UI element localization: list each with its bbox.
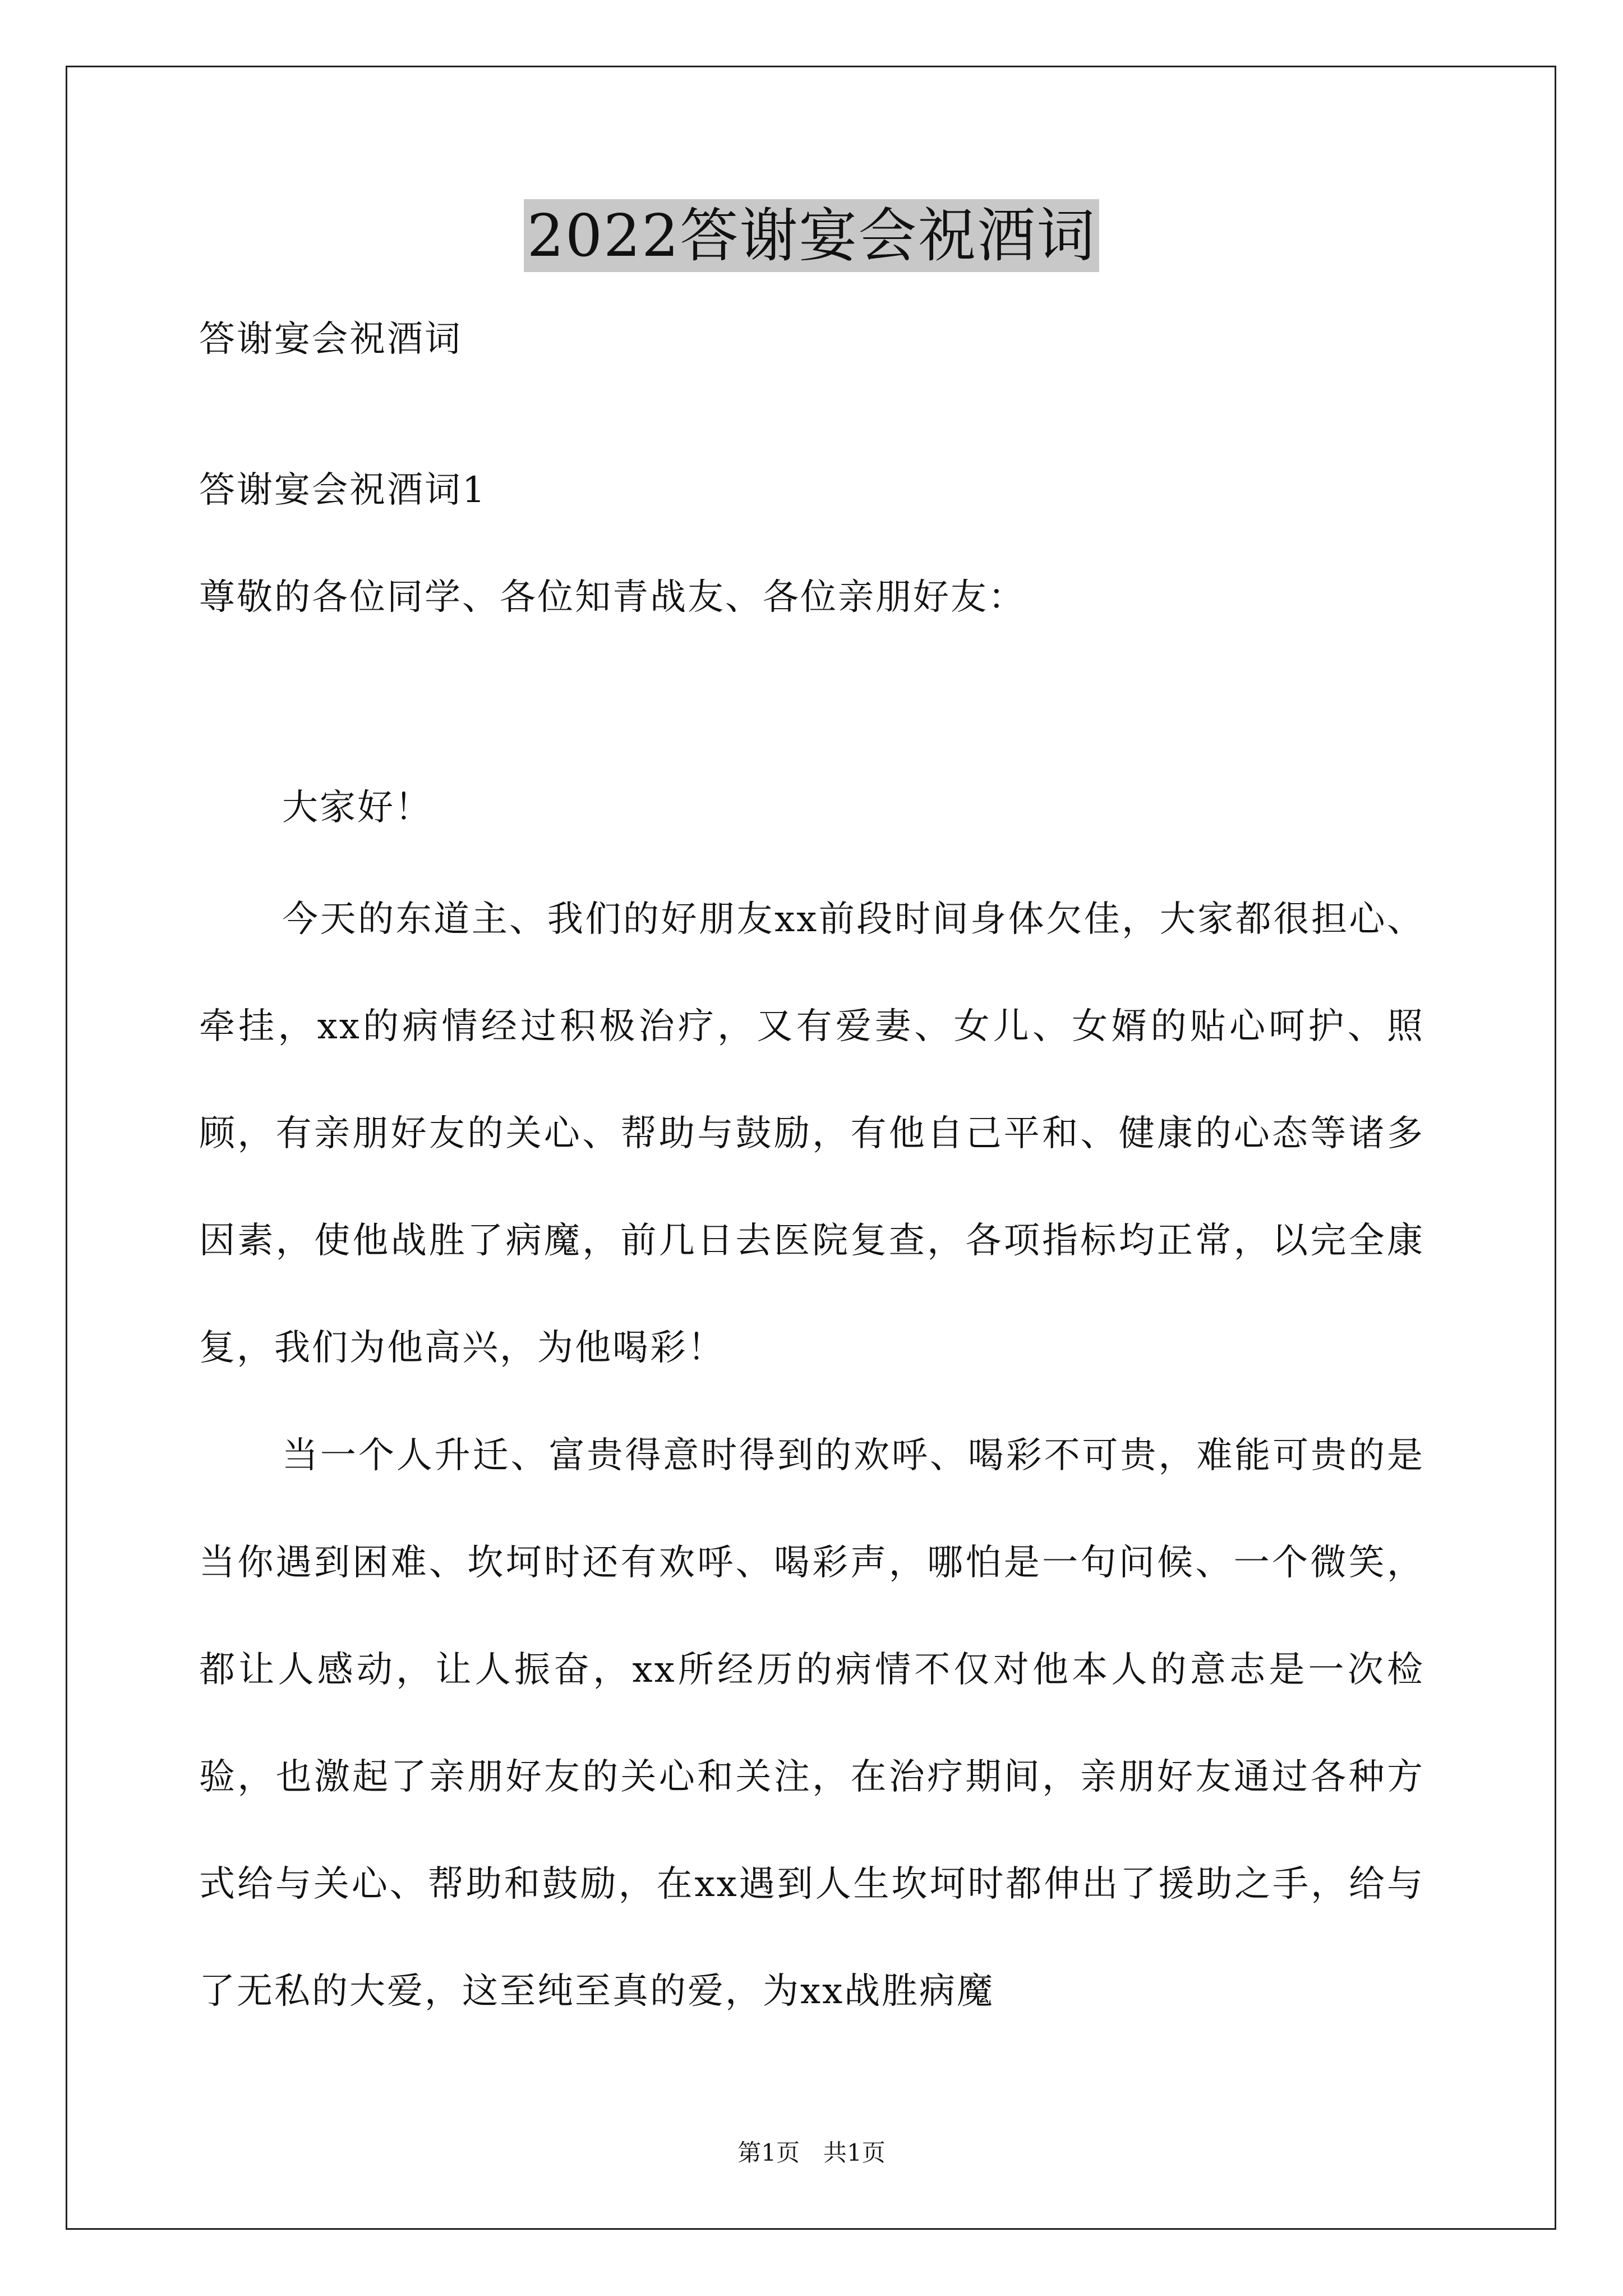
- title-container: [0, 199, 1623, 272]
- greeting: 大家好！: [282, 787, 432, 829]
- document-title: 2022答谢宴会祝酒词: [524, 199, 1100, 272]
- section-heading: 答谢宴会祝酒词1: [199, 470, 487, 511]
- document-subtitle: 答谢宴会祝酒词: [199, 319, 462, 360]
- body-paragraph-1: 今天的东道主、我们的好朋友xx前段时间身体欠佳，大家都很担心、牵挂，xx的病情经过积极治疗，又有爱妻、女儿、女婿的贴心呵护、照顾，有亲朋好友的关心、帮助与鼓励，有他自己平和、健康的心态等诸多因素，使他战胜了病魔，前几日去医院复查，各项指标均正常，以完全康复，我们为他高兴，为他喝彩！: [199, 899, 1424, 1369]
- salutation: 尊敬的各位同学、各位知青战友、各位亲朋好友：: [199, 577, 1026, 618]
- page-footer: 第1页 共1页: [737, 2139, 886, 2166]
- body-paragraph-2: 当一个人升迁、富贵得意时得到的欢呼、喝彩不可贵，难能可贵的是当你遇到困难、坎坷时还有欢呼、喝彩声，哪怕是一句问候、一个微笑，都让人感动，让人振奋，xx所经历的病情不仅对他本人的意志是一次检验，也激起了亲朋好友的关心和关注，在治疗期间，亲朋好友通过各种方式给与关心、帮助和鼓励，在xx遇到人生坎坷时都伸出了援助之手，给与了无私的大爱，这至纯至真的爱，为xx战胜病魔: [199, 1435, 1424, 2012]
